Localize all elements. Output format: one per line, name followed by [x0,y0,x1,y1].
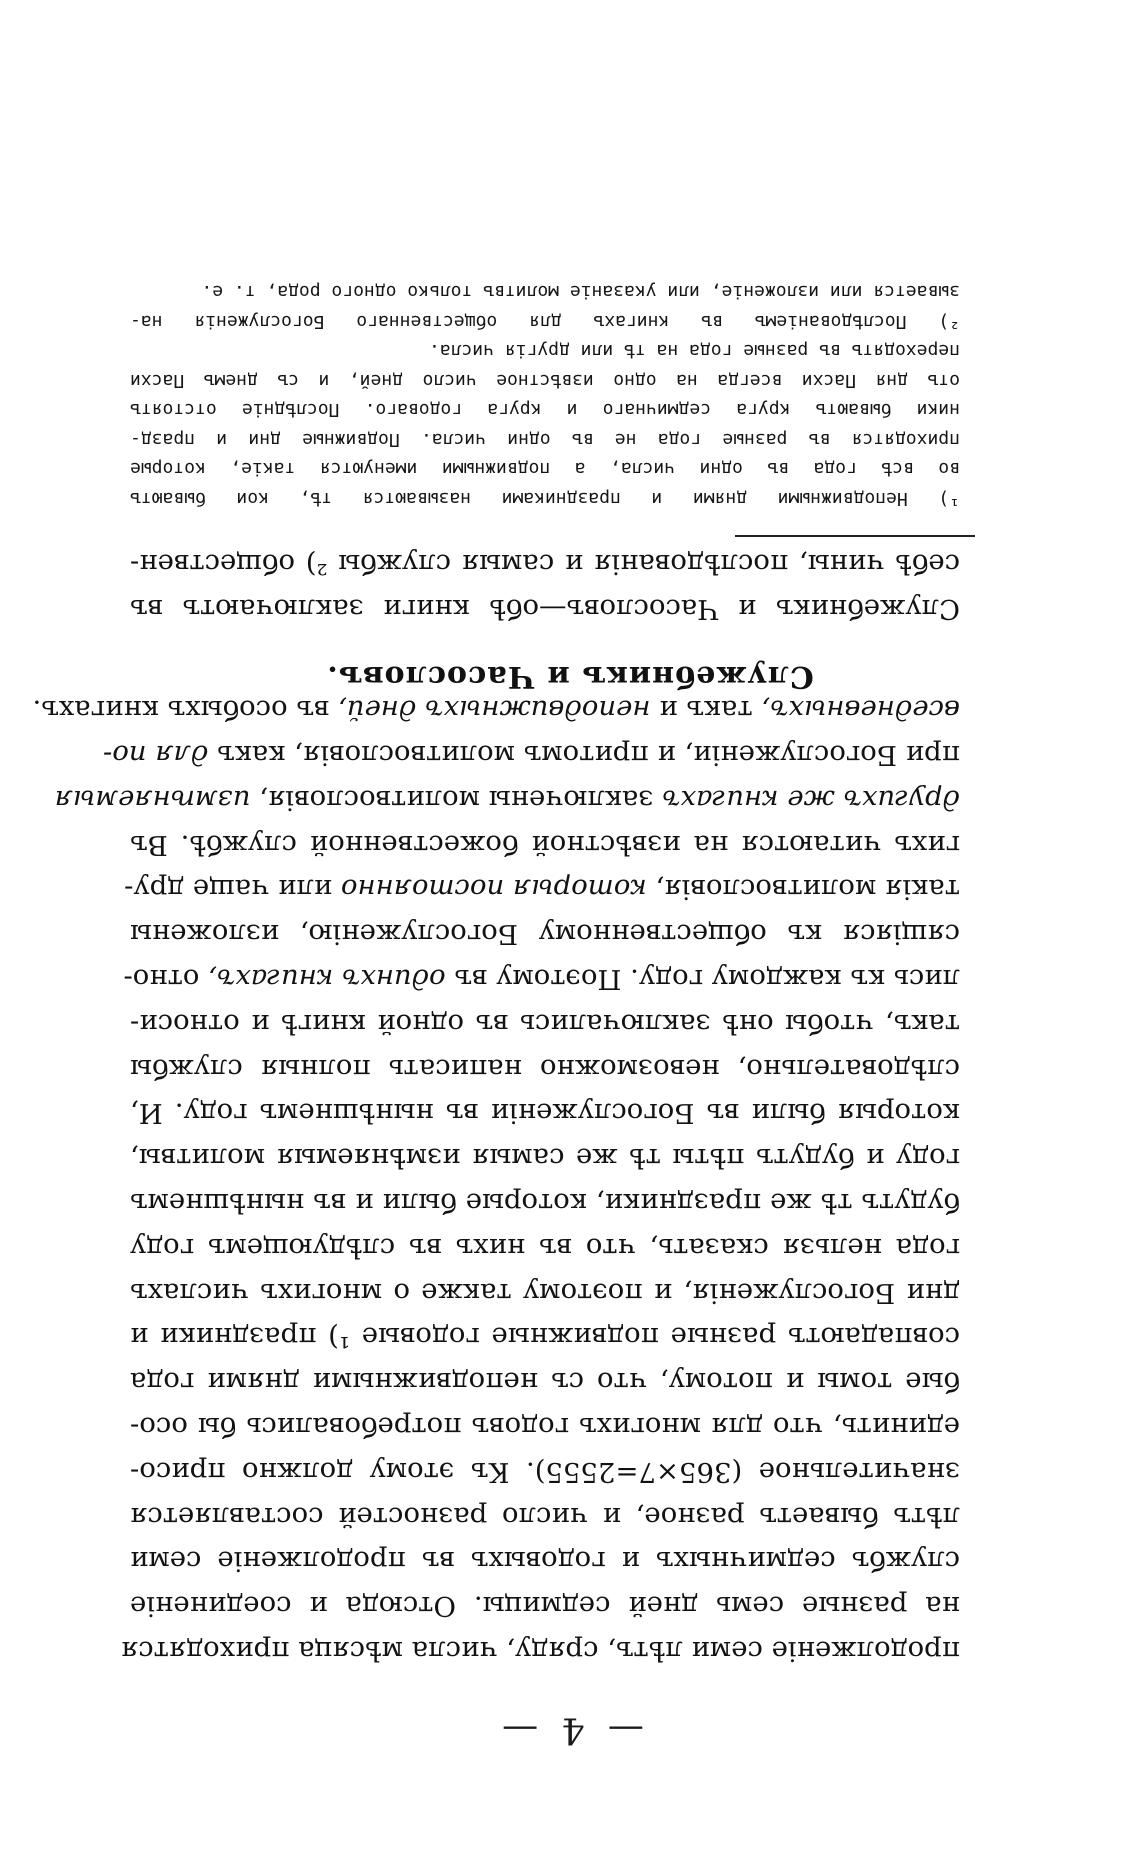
text-segment: лись къ каждому году. Поэтому въ [454,963,960,996]
text-line: такъ, чтобы онѣ заключались въ одной книгѣ и относи- [130,1007,960,1040]
footnote-line: переходятъ въ разные года на тѣ или другія числа. [428,340,960,362]
emphasized-text: другихъ же книгахъ [662,783,960,816]
text-line [102,732,960,777]
text-line: единить, что для многихъ годовъ потребовались бы осо- [130,1411,960,1444]
text-line: бые томы и потому, что съ неподвижными днями года [130,1366,960,1399]
footnotes-block [130,277,960,513]
footnote-line: приходятся въ разные года не въ одни числа. Подвижные дни и празд- [130,429,960,450]
main-text-block [32,687,960,1673]
emphasized-text: одинхъ книгахъ, [208,963,446,996]
text-line: себѣ чины, послѣдованія и самыя службы ²) обществен- [130,548,960,581]
text-line: продолженіе семи лѣтъ, сряду, числа мѣсяца приходятся [120,1635,960,1667]
text-segment: или чаще дру- [124,873,333,906]
text-line [54,777,960,822]
footnote-divider [735,535,975,537]
footnote-line: ники бываютъ круга седмичнаго и круга годоваго. Послѣдніе отстоятъ [130,399,960,421]
text-segment: такъ и [659,694,753,727]
text-segment: такія молитвословія, [655,873,960,906]
emphasized-text: неподвижныхъ дней, [338,694,651,727]
text-line: значительное (365×7=2555). Къ этому должно присо- [130,1455,960,1488]
emphasized-text: которыя постоянно [340,873,647,906]
text-line: совпадаютъ разные подвижные годовые ¹) праздники и [130,1321,960,1354]
text-line: слѣдовательно, невозможно написать полныя службы [130,1052,960,1085]
emphasized-text: для по- [102,739,209,772]
text-line [123,956,960,1001]
text-line: Служебникъ и Часословъ—обѣ книги заключаютъ въ [130,593,960,625]
text-segment: въ особыхъ книгахъ. [32,694,330,727]
text-segment: отно- [123,963,200,996]
footnote-line: отъ дня Пасхи всегда на одно извѣстное число дней, и съ днемъ Пасхи [130,370,960,391]
section-text-block [130,541,960,631]
text-line: на разные семь дней седмицы. Отсюда и соединеніе [130,1590,960,1623]
section-heading: Служебникъ и Часословъ. [326,659,814,694]
text-line: сящіяся къ общественному Богослуженію, изложены [130,918,960,951]
text-line [32,687,960,732]
text-line: году и будутъ пѣты тѣ же самыя измѣняемыя молитвы, [130,1142,960,1175]
text-line: будутъ тѣ же праздники, которые были и въ нынѣшнемъ [130,1187,960,1220]
footnote-line: ²) Послѣдованіемъ въ книгахъ для общественнаго Богослуженія на- [130,311,960,332]
text-segment: при Богослуженіи, и притомъ молитвословія, какъ [217,739,960,772]
text-line: года нельзя сказать, что въ нихъ въ слѣдующемъ году [130,1231,960,1264]
footnote-line: зывается или изложеніе, или указаніе молитвъ только одного рода, т. е. [201,281,960,303]
page-number: — 4 — [496,1709,644,1750]
footnote-line: ¹) Неподвижными днями и праздниками называются тѣ, кои бываютъ [130,488,960,509]
footnote-line: во всѣ года въ одни числа, а подвижными именуются такіе, которые [130,458,960,480]
text-line [124,867,960,912]
text-segment: заключены молитвословія, [259,783,654,816]
text-line: дни Богослуженія, и поэтому также о многихъ числахъ [130,1276,960,1309]
emphasized-text: вседневныхъ, [761,694,960,727]
text-line: лѣтъ бываетъ разное, и число разностей составляется [130,1500,960,1533]
emphasized-text: измѣняемыя [54,783,251,816]
text-line: гихъ читаются на извѣстной божественной службѣ. Въ [130,828,960,861]
text-line: которыя были въ Богослуженіи въ нынѣшнемъ году. И, [130,1097,960,1130]
text-line: службъ седмичныхъ и годовыхъ въ продолженіе семи [130,1545,960,1578]
